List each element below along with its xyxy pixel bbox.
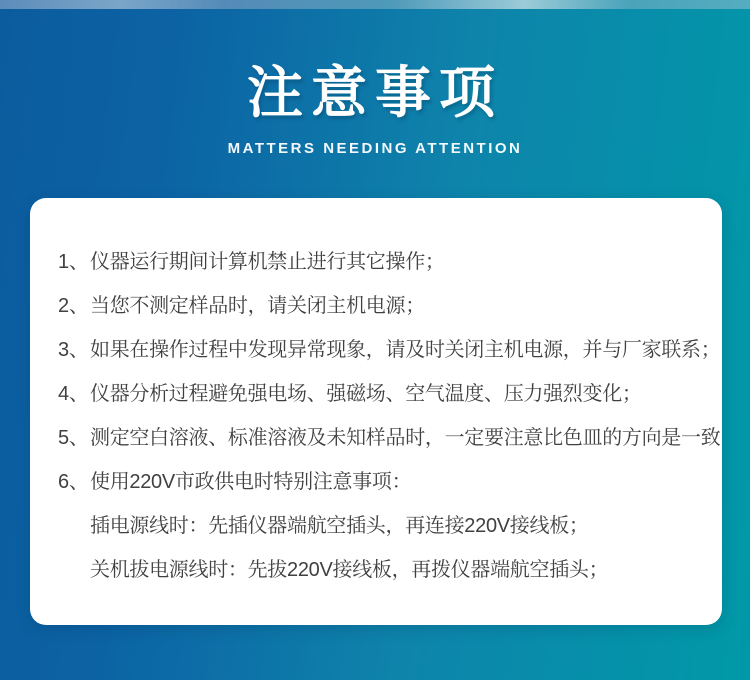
item-text: 仪器运行期间计算机禁止进行其它操作； — [90, 251, 445, 273]
notice-item — [58, 294, 712, 319]
notice-item — [58, 470, 712, 495]
notice-item — [58, 338, 721, 363]
notice-card — [30, 198, 722, 625]
notice-header — [0, 0, 750, 157]
item-number: 3、 — [58, 339, 89, 361]
item-number: 6、 — [58, 471, 89, 493]
notice-item — [58, 426, 721, 451]
item-number: 1、 — [58, 251, 89, 273]
page-subtitle: MATTERS NEEDING ATTENTION — [227, 139, 523, 157]
notice-item — [58, 382, 712, 407]
item-text: 如果在操作过程中发现异常现象，请及时关闭主机电源，并与厂家联系； — [90, 339, 721, 361]
item-text: 使用220V市政供电时特别注意事项： — [90, 471, 412, 493]
item-number: 5、 — [58, 427, 89, 449]
item-text: 测定空白溶液、标准溶液及未知样品时，一定要注意比色皿的方向是一致 — [90, 427, 721, 449]
notice-sub-item — [90, 514, 712, 539]
sub-item-text: 插电源线时：先插仪器端航空插头，再连接220V接线板； — [90, 515, 589, 537]
notice-item — [58, 250, 712, 275]
item-number: 4、 — [58, 383, 89, 405]
notice-sub-item — [90, 558, 712, 583]
page-title: 注意事项 — [247, 61, 503, 124]
sub-item-text: 关机拔电源线时：先拔220V接线板，再拨仪器端航空插头； — [90, 559, 609, 581]
item-text: 当您不测定样品时，请关闭主机电源； — [90, 295, 425, 317]
item-text: 仪器分析过程避免强电场、强磁场、空气温度、压力强烈变化； — [90, 383, 642, 405]
item-number: 2、 — [58, 295, 89, 317]
